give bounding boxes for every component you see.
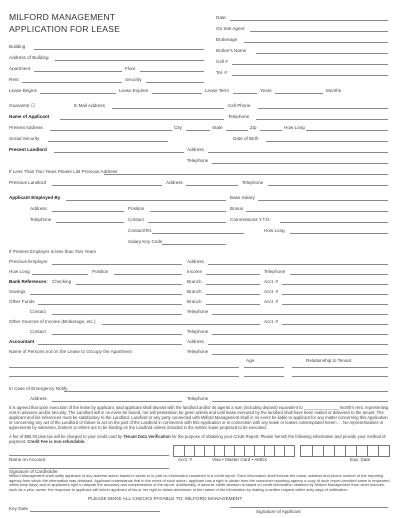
previous-address-label: Address bbox=[166, 180, 183, 185]
city-label: City bbox=[174, 125, 182, 130]
employer-contact-field[interactable] bbox=[148, 222, 226, 223]
checking-branch-field[interactable] bbox=[206, 284, 260, 285]
checking-label: Checking bbox=[52, 279, 72, 284]
social-security-field[interactable] bbox=[48, 141, 168, 142]
sources-telephone-field[interactable] bbox=[212, 334, 388, 335]
landlord-telephone-field[interactable] bbox=[212, 163, 388, 164]
funds-telephone-field[interactable] bbox=[212, 314, 388, 315]
credit-fee-paragraph: A fee of $85.00 plus tax will be charged to your credit card by Tenant Data Verification for the purpose of obtaining your Credit Report. Please furnish the following information and provide your method of payment. Credit Fee is non-refundable. bbox=[9, 434, 386, 445]
landlord-telephone-label: Telephone bbox=[187, 158, 209, 163]
employment-how-long-field[interactable] bbox=[290, 233, 388, 234]
age-label: Age bbox=[246, 358, 255, 363]
exp-date-boxes[interactable] bbox=[300, 445, 390, 457]
accountant-field[interactable] bbox=[38, 344, 182, 345]
city-field[interactable] bbox=[186, 130, 210, 131]
months-label: Months bbox=[326, 88, 342, 93]
previous-landlord-label: Previous Landlord bbox=[9, 180, 47, 185]
employed-by-label: Applicant Employed By bbox=[9, 195, 61, 200]
emergency-telephone-label: Telephone bbox=[187, 396, 209, 401]
applicant-telephone-field[interactable] bbox=[256, 119, 388, 120]
lease-term-years-field[interactable] bbox=[233, 93, 257, 94]
savings-branch-label: Branch bbox=[187, 289, 202, 294]
salary-key-code-label: Salary Key Code bbox=[128, 239, 163, 244]
rent-field[interactable] bbox=[22, 82, 122, 83]
tel-field[interactable] bbox=[232, 75, 388, 76]
sources-contact-label: Contact bbox=[30, 329, 46, 334]
checking-acct-field[interactable] bbox=[282, 284, 388, 285]
card-number-boxes[interactable] bbox=[173, 445, 295, 457]
checking-acct-label: Acct. # bbox=[264, 279, 279, 284]
employment-how-long-label: How Long bbox=[264, 228, 285, 233]
applicant-telephone-label: Telephone bbox=[228, 114, 250, 119]
emergency-telephone-field[interactable] bbox=[212, 401, 388, 402]
on-site-agent-label: On Site Agent bbox=[216, 26, 245, 31]
checks-payable-notice: PLEASE MAKE ALL CHECKS PAYABLE TO: MILFORD MANAGEMENT bbox=[88, 497, 243, 502]
guarantor-checkbox[interactable]: Guarantor ☐ bbox=[9, 103, 36, 108]
savings-field[interactable] bbox=[30, 294, 182, 295]
brokerage-field[interactable] bbox=[244, 42, 388, 43]
date-label: Date bbox=[216, 15, 226, 20]
accountant-label: Accountant bbox=[9, 339, 35, 344]
address-of-building-field[interactable] bbox=[55, 60, 204, 61]
base-salary-field[interactable] bbox=[258, 200, 388, 201]
floor-field[interactable] bbox=[140, 71, 204, 72]
lease-expires-label: Lease Expires bbox=[119, 88, 149, 93]
state-field[interactable] bbox=[226, 130, 248, 131]
lease-begins-field[interactable] bbox=[40, 93, 116, 94]
previous-employer-label: Previous Employer bbox=[9, 259, 48, 264]
sources-telephone-label: Telephone bbox=[187, 329, 209, 334]
security-field[interactable] bbox=[146, 82, 204, 83]
apartment-field[interactable] bbox=[34, 71, 122, 72]
security-label: Security bbox=[125, 77, 142, 82]
address-of-building-label: Address of Building bbox=[9, 55, 49, 60]
accountant-address-label: Address bbox=[187, 339, 204, 344]
present-landlord-label: Present Landlord bbox=[9, 147, 47, 152]
zip-field[interactable] bbox=[260, 130, 282, 131]
email-label: E-Mail Address bbox=[74, 103, 105, 108]
bonus-label: Bonus bbox=[230, 206, 244, 211]
lease-term-months-field[interactable] bbox=[275, 93, 323, 94]
brokerage-label: Brokerage bbox=[216, 37, 238, 42]
exp-date-label: Exp. Date bbox=[350, 457, 371, 462]
how-long-field[interactable] bbox=[306, 130, 388, 131]
position-label: Position bbox=[128, 206, 145, 211]
occupant-age-2[interactable] bbox=[244, 376, 284, 377]
state-label: State bbox=[212, 125, 223, 130]
other-funds-acct-field[interactable] bbox=[282, 304, 388, 305]
previous-telephone-label: Telephone bbox=[242, 180, 264, 185]
other-funds-branch-field[interactable] bbox=[206, 304, 260, 305]
on-site-agent-field[interactable] bbox=[250, 31, 388, 32]
funds-contact-field[interactable] bbox=[52, 314, 182, 315]
savings-acct-label: Acct. # bbox=[264, 289, 279, 294]
prior-position-field[interactable] bbox=[114, 274, 182, 275]
card-acct-label: Acct. # bbox=[178, 457, 193, 462]
previous-address-instruction: If Less Than Two Years Please List Previous Address bbox=[9, 169, 118, 174]
other-funds-field[interactable] bbox=[38, 304, 182, 305]
cardholder-signature-label: Signature of Cardholder bbox=[9, 469, 58, 474]
landlord-address-field[interactable] bbox=[208, 152, 388, 153]
previous-employer-address-label: Address bbox=[187, 259, 204, 264]
occupant-age-1[interactable] bbox=[244, 367, 284, 368]
income-label: Income bbox=[187, 269, 203, 274]
social-security-label: Social Security bbox=[9, 136, 40, 141]
applicant-signature-field[interactable] bbox=[230, 507, 388, 508]
cell-label: Cell # bbox=[216, 59, 228, 64]
previous-landlord-field[interactable] bbox=[52, 185, 162, 186]
name-on-account-field[interactable] bbox=[9, 455, 169, 456]
checking-field[interactable] bbox=[76, 284, 182, 285]
savings-acct-field[interactable] bbox=[282, 294, 388, 295]
prior-employer-instruction: If Present Employer is less than Two Years bbox=[9, 249, 96, 254]
previous-employer-address-field[interactable] bbox=[208, 264, 388, 265]
form-title-line2: APPLICATION FOR LEASE bbox=[9, 24, 121, 34]
sources-contact-field[interactable] bbox=[52, 334, 182, 335]
present-address-label: Present Address bbox=[9, 125, 43, 130]
years-label: Years bbox=[260, 88, 272, 93]
occupant-name-1[interactable] bbox=[9, 367, 239, 368]
form-title-line1: MILFORD MANAGEMENT bbox=[9, 12, 116, 22]
accountant-telephone-label: Telephone bbox=[187, 349, 209, 354]
prior-telephone-label: Telephone bbox=[264, 269, 286, 274]
name-on-account-label: Name on Account bbox=[9, 457, 46, 462]
contact-tel-field[interactable] bbox=[152, 233, 244, 234]
cell-phone-label: Cell Phone bbox=[228, 103, 251, 108]
lease-begins-label: Lease Begins bbox=[9, 88, 37, 93]
email-field[interactable] bbox=[112, 108, 224, 109]
commissions-field[interactable] bbox=[280, 222, 388, 223]
key-date-field[interactable] bbox=[30, 511, 160, 512]
prior-position-label: Position bbox=[92, 269, 109, 274]
floor-label: Floor bbox=[125, 66, 136, 71]
occupant-relationship-2[interactable] bbox=[292, 376, 388, 377]
emergency-address-label: Address bbox=[30, 396, 47, 401]
emergency-name-field[interactable] bbox=[64, 391, 388, 392]
bank-references-label: Bank References: bbox=[9, 279, 48, 284]
employed-by-field[interactable] bbox=[66, 200, 226, 201]
other-funds-acct-label: Acct. # bbox=[264, 299, 279, 304]
building-field[interactable] bbox=[34, 49, 204, 50]
lease-term-label: Lease Term bbox=[205, 88, 229, 93]
date-field[interactable] bbox=[230, 20, 388, 21]
income-field[interactable] bbox=[206, 274, 260, 275]
base-salary-label: Base Salary bbox=[230, 195, 255, 200]
employer-telephone-field[interactable] bbox=[56, 222, 124, 223]
brokers-name-field[interactable] bbox=[256, 53, 388, 54]
tel-label: Tel. # bbox=[216, 70, 227, 75]
occupant-relationship-1[interactable] bbox=[292, 367, 388, 368]
present-address-field[interactable] bbox=[50, 130, 172, 131]
card-types-label: Visa • Master Card • AMEX bbox=[212, 457, 268, 462]
employer-contact-label: Contact bbox=[128, 217, 144, 222]
cell-field[interactable] bbox=[232, 64, 388, 65]
lease-expires-field[interactable] bbox=[152, 93, 202, 94]
accountant-telephone-field[interactable] bbox=[212, 354, 388, 355]
adverse-action-disclosure: Milford Management shall notify applicant of any adverse action based in whole or in part on information contained in a credit report. Such information shall include the name, address and phone number of the reporting agency from which the information was obtained. Applicant understands that in the event of such action, applicant has a right to obtain from the consumer reporting agency a copy of such report provided same is requested within sixty days) and of applicant's right to dispute the accuracy and completeness of the report. Additionally, if adverse credit decision is based on credit information obtained by Milford Management from other sources, such as a prior owner, the response to applicant will inform applicant of his or her right to obtain disclosure of the nature of the information by making a written request within sixty days of notification. bbox=[9, 473, 390, 492]
funds-contact-label: Contact bbox=[30, 309, 46, 314]
cell-phone-field[interactable] bbox=[258, 108, 388, 109]
position-field[interactable] bbox=[150, 211, 226, 212]
commissions-label: Commissions Y.T.D. bbox=[230, 217, 271, 222]
prior-how-long-label: How Long bbox=[9, 269, 30, 274]
employer-telephone-label: Telephone bbox=[30, 217, 52, 222]
emergency-address-field[interactable] bbox=[52, 401, 182, 402]
accountant-address-field[interactable] bbox=[208, 344, 388, 345]
salary-key-code-field[interactable] bbox=[162, 244, 226, 245]
how-long-label: How Long bbox=[284, 125, 305, 130]
present-landlord-field[interactable] bbox=[54, 152, 184, 153]
funds-telephone-label: Telephone bbox=[187, 309, 209, 314]
other-funds-branch-label: Branch bbox=[187, 299, 202, 304]
previous-employer-field[interactable] bbox=[52, 264, 182, 265]
date-of-birth-field[interactable] bbox=[266, 141, 388, 142]
zip-label: Zip bbox=[250, 125, 257, 130]
deposit-terms-paragraph: It is agreed that upon execution of the lease by applicant, said applicant shall deposit with the landlord and/or its agents a sum (including deposit) equivalent to _______________ month's rent, representing rent in advance and/or security. The Landlord will in no event be bound, nor will possession be given unless and until lease executed by the landlord shall have been mailed or delivered to the tenant. The applicant and his references must be satisfactory to the Landlord. Landlord or any party connected with Milford Management shall in no event be liable to applicant for any matter concerning this Application or concerning any act of the Landlord or failure to act on the part of the Landlord in connection with this Application or in connection with any lease or leases contemplated herein … No representations or agreements by salesmen, brokers or others are to be binding on the Landlord unless included in the written lease proposed to be executed. bbox=[9, 405, 389, 431]
brokers-name-label: Broker's Name bbox=[216, 48, 247, 53]
bonus-field[interactable] bbox=[246, 211, 388, 212]
savings-label: Savings bbox=[9, 289, 26, 294]
key-date-label: Key Date bbox=[9, 506, 28, 511]
employer-address-field[interactable] bbox=[52, 211, 124, 212]
prior-how-long-field[interactable] bbox=[32, 274, 88, 275]
emergency-label: In Case of Emergency Notify bbox=[9, 386, 68, 391]
other-sources-field[interactable] bbox=[102, 324, 260, 325]
name-of-applicant-label: Name of Applicant bbox=[9, 114, 50, 119]
credit-fee-nonrefundable-text: Credit Fee is non-refundable. bbox=[27, 439, 86, 445]
other-sources-label: Other Sources of Income (Brokerage, etc.) bbox=[9, 319, 96, 324]
employer-address-label: Address bbox=[30, 206, 47, 211]
prior-telephone-field[interactable] bbox=[290, 274, 388, 275]
relationship-label: Relationship to Tenant bbox=[306, 358, 352, 363]
other-sources-acct-field[interactable] bbox=[282, 324, 388, 325]
occupants-label: Name of Persons not on the Lease to Occupy the Apartment bbox=[9, 349, 132, 354]
contact-tel-label: Contact/Tel. bbox=[128, 228, 153, 233]
apartment-label: Apartment bbox=[9, 66, 31, 71]
previous-address-field[interactable] bbox=[104, 174, 388, 175]
building-label: Building bbox=[9, 44, 26, 49]
other-sources-acct-label: Acct. # bbox=[264, 319, 279, 324]
previous-landlord-address-field[interactable] bbox=[186, 185, 238, 186]
other-funds-label: Other Funds bbox=[9, 299, 35, 304]
applicant-signature-label: Signature of Applicant bbox=[256, 509, 301, 514]
name-of-applicant-field[interactable] bbox=[60, 119, 224, 120]
tenant-data-verification-text: Tenant Data Verification bbox=[123, 434, 171, 439]
occupant-name-2[interactable] bbox=[9, 376, 239, 377]
savings-branch-field[interactable] bbox=[206, 294, 260, 295]
checking-branch-label: Branch bbox=[187, 279, 202, 284]
previous-telephone-field[interactable] bbox=[268, 185, 388, 186]
date-of-birth-label: Date of Birth bbox=[233, 136, 259, 141]
landlord-address-label: Address bbox=[187, 147, 204, 152]
rent-label: Rent bbox=[9, 77, 19, 82]
